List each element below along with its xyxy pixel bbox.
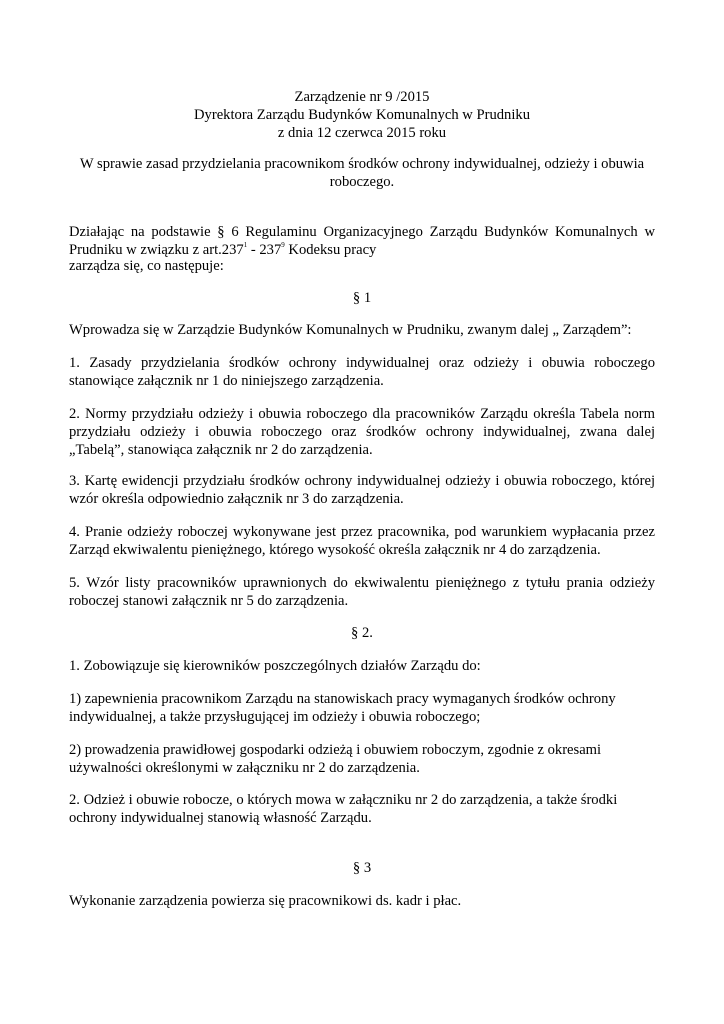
- section-3-heading: § 3: [352, 860, 372, 876]
- preamble-line-3: zarządza się, co następuje:: [69, 258, 224, 274]
- section-1-point-3-line-1: 3. Kartę ewidencji przydziału środków ochrony indywidualnej odzieży i obuwia roboczego, której: [69, 473, 655, 489]
- superscript-1: 1: [243, 241, 248, 250]
- section-1-point-1-line-2: stanowiące załącznik nr 1 do niniejszego zarządzenia.: [69, 373, 384, 389]
- document-issuer: Dyrektora Zarządu Budynków Komunalnych w Prudniku: [194, 107, 530, 123]
- section-1-point-4-line-2: Zarząd ekwiwalentu pieniężnego, którego wysokość określa załącznik nr 4 do zarządzenia.: [69, 542, 601, 558]
- section-1-heading: § 1: [352, 290, 372, 306]
- section-3-text: Wykonanie zarządzenia powierza się pracownikowi ds. kadr i płac.: [69, 893, 462, 909]
- section-1-point-2-line-3: „Tabelą”, stanowiąca załącznik nr 2 do zarządzenia.: [69, 442, 373, 458]
- preamble-line-2-text-a: Prudniku w związku z art.237: [69, 242, 244, 258]
- preamble-line-2-text-b: - 237: [247, 242, 282, 258]
- section-2-point-1: 1. Zobowiązuje się kierowników poszczególnych działów Zarządu do:: [69, 658, 481, 674]
- superscript-9: 9: [281, 241, 285, 250]
- section-1-point-4-line-1: 4. Pranie odzieży roboczej wykonywane jest przez pracownika, pod warunkiem wypłacania przez: [69, 524, 655, 540]
- section-2-point-2-line-1: 2. Odzież i obuwie robocze, o których mowa w załączniku nr 2 do zarządzenia, a także środki: [69, 792, 618, 808]
- section-1-point-5-line-1: 5. Wzór listy pracowników uprawnionych do ekwiwalentu pieniężnego z tytułu prania odzieży: [69, 575, 655, 591]
- section-2-item-1-line-1: 1) zapewnienia pracownikom Zarządu na stanowiskach pracy wymaganych środków ochrony: [69, 691, 616, 707]
- document-subject-line-1: W sprawie zasad przydzielania pracownikom środków ochrony indywidualnej, odzieży i obuwia: [79, 156, 645, 172]
- section-1-point-2-line-1: 2. Normy przydziału odzieży i obuwia roboczego dla pracowników Zarządu określa Tabela norm: [69, 406, 655, 422]
- preamble-line-2-text-c: Kodeksu pracy: [284, 242, 377, 258]
- section-2-heading: § 2.: [351, 625, 373, 641]
- section-2-item-2-line-2: używalności określonymi w załączniku nr 2 do zarządzenia.: [69, 760, 420, 776]
- section-2-point-2-line-2: ochrony indywidualnej stanowią własność Zarządu.: [69, 810, 372, 826]
- section-1-point-1-line-1: 1. Zasady przydzielania środków ochrony indywidualnej oraz odzieży i obuwia roboczego: [69, 355, 655, 371]
- document-title: Zarządzenie nr 9 /2015: [294, 89, 430, 105]
- section-2-item-2-line-1: 2) prowadzenia prawidłowej gospodarki odzieżą i obuwiem roboczym, zgodnie z okresami: [69, 742, 602, 758]
- section-2-item-1-line-2: indywidualnej, a także przysługującej im odzieży i obuwia roboczego;: [69, 709, 481, 725]
- preamble-line-1: Działając na podstawie § 6 Regulaminu Organizacyjnego Zarządu Budynków Komunalnych w: [69, 224, 655, 240]
- section-1-point-3-line-2: wzór określa odpowiednio załącznik nr 3 do zarządzenia.: [69, 491, 404, 507]
- section-1-point-5-line-2: roboczej stanowi załącznik nr 5 do zarządzenia.: [69, 593, 349, 609]
- document-date: z dnia 12 czerwca 2015 roku: [277, 125, 447, 141]
- section-1-intro: Wprowadza się w Zarządzie Budynków Komunalnych w Prudniku, zwanym dalej „ Zarządem”:: [69, 322, 632, 338]
- document-subject-line-2: roboczego.: [329, 174, 395, 190]
- section-1-point-2-line-2: przydziału odzieży i obuwia roboczego oraz środków ochrony indywidualnej, zwana dalej: [69, 424, 655, 440]
